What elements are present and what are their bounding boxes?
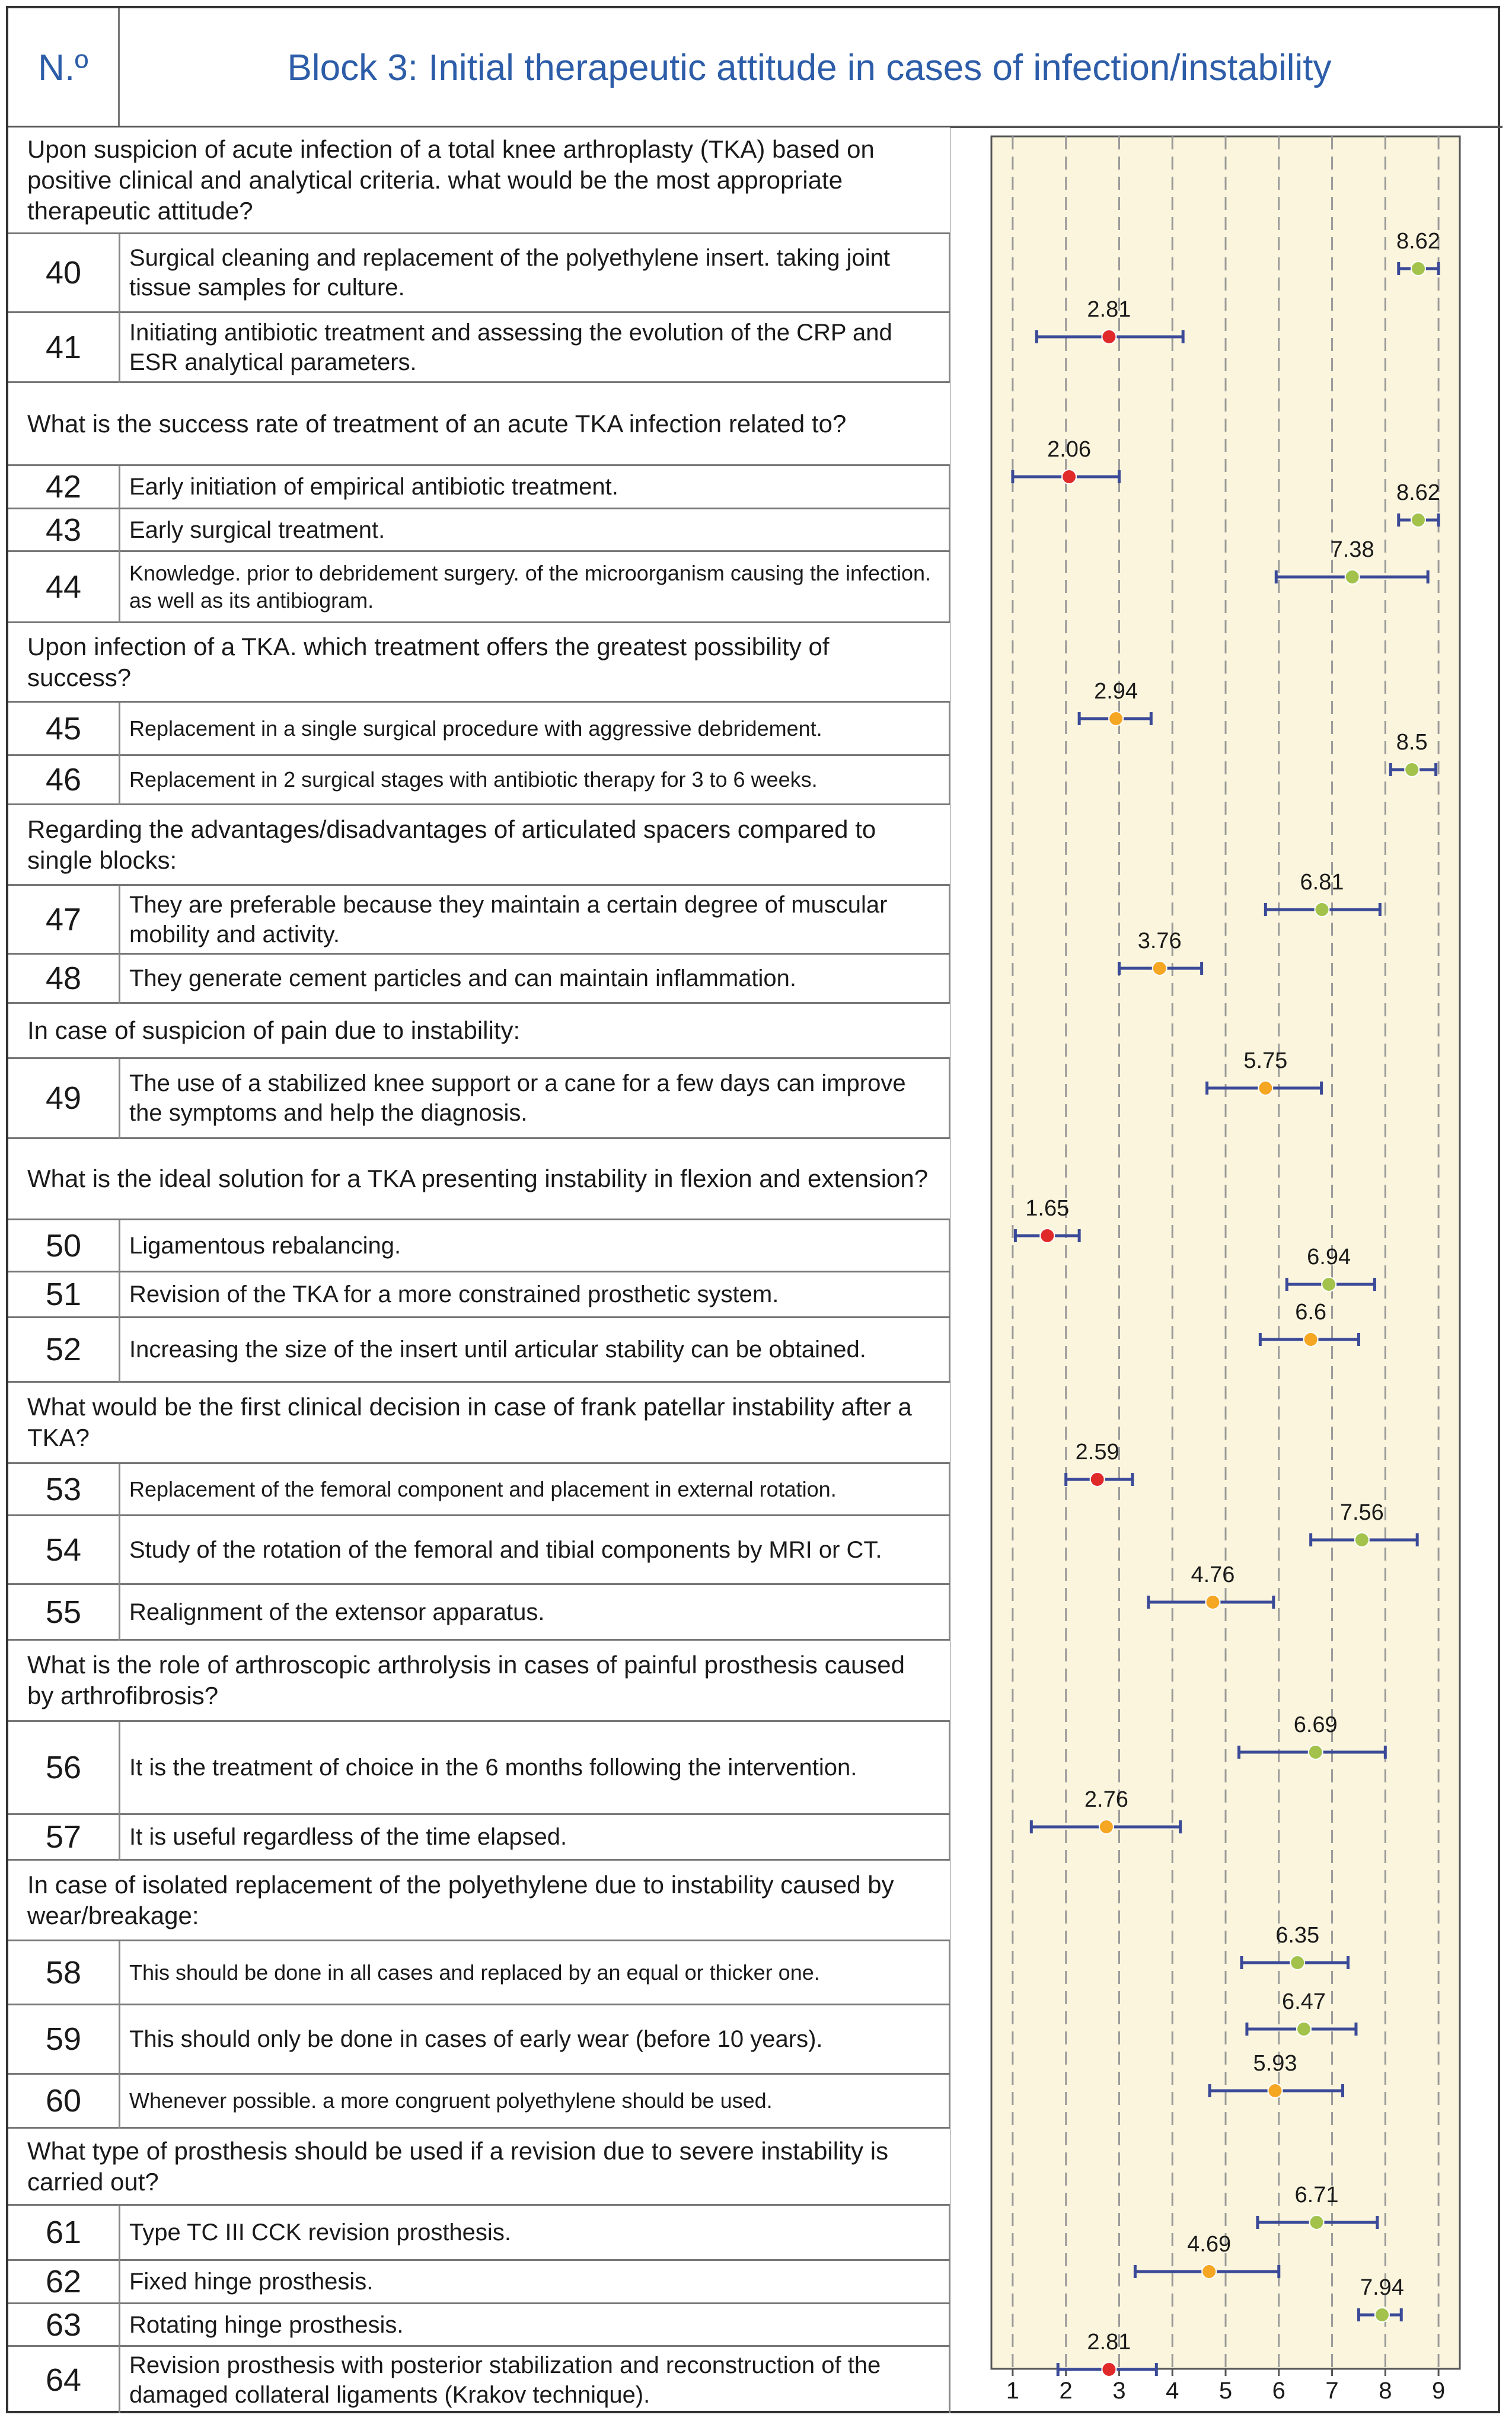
item-text: It is useful regardless of the time elapsed. [129,1824,567,1850]
mean-point [1411,513,1425,527]
item-number: 41 [45,329,82,365]
value-label: 8.62 [1396,480,1440,505]
mean-point [1375,2308,1389,2322]
item-number: 50 [45,1227,82,1264]
value-label: 8.5 [1396,730,1428,755]
item-text: This should only be done in cases of early wear (before 10 years). [129,2026,823,2052]
item-row [8,234,950,313]
value-label: 8.62 [1396,229,1440,254]
block-title: Block 3: Initial therapeutic attitude in cases of infection/instability [287,47,1332,88]
mean-point [1309,1745,1323,1759]
item-number: 42 [45,469,82,505]
mean-point [1062,470,1076,484]
item-row [8,2005,950,2075]
item-row [8,1059,950,1139]
item-row [8,2347,950,2413]
item-number: 48 [45,961,82,996]
mean-point [1345,570,1360,584]
item-row [8,2261,950,2304]
item-text: Replacement in 2 surgical stages with antibiotic therapy for 3 to 6 weeks. [129,767,818,792]
value-label: 6.94 [1307,1245,1351,1269]
mean-point [1268,2084,1282,2098]
item-number: 47 [45,901,82,937]
item-text: Replacement in a single surgical procedure with aggressive debridement. [129,716,822,741]
item-number: 60 [45,2083,82,2119]
item-text: Replacement of the femoral component and placement in external rotation. [129,1476,837,1501]
item-text: Ligamentous rebalancing. [129,1232,401,1259]
question-table [8,127,950,2413]
mean-point [1109,712,1123,726]
mean-point [1297,2022,1311,2036]
item-number: 44 [45,569,82,605]
question-text: Upon infection of a TKA. which treatment offers the greatest possibility of success? [27,632,830,691]
item-row [8,2075,950,2129]
item-text: Increasing the size of the insert until articular stability can be obtained. [129,1337,866,1363]
value-label: 6.81 [1300,870,1344,895]
item-row [8,1464,950,1516]
x-tick-label: 7 [1325,2378,1339,2404]
x-tick-label: 4 [1166,2378,1179,2404]
item-row [8,1220,950,1272]
item-row [8,2206,950,2261]
item-number: 61 [45,2215,82,2250]
x-tick-label: 2 [1059,2378,1073,2404]
mean-point [1205,1595,1220,1609]
question-text: In case of isolated replacement of the polyethylene due to instability caused by wear/breakage: [27,1870,894,1929]
score-chart-svg [950,127,1500,2413]
value-label: 4.69 [1187,2232,1232,2257]
item-row [8,313,950,383]
question-text: Upon suspicion of acute infection of a total knee arthroplasty (TKA) based on positive clinical and analytical criteria. what would be the most appropriate therapeutic attitude? [27,135,875,225]
item-number: 49 [45,1080,82,1116]
question-text: What is the ideal solution for a TKA presenting instability in flexion and extension? [27,1165,929,1192]
x-tick-label: 8 [1379,2378,1392,2404]
item-row [8,1941,950,2005]
item-row [8,466,950,509]
x-tick-label: 6 [1272,2378,1285,2404]
item-text: They generate cement particles and can maintain inflammation. [129,965,797,991]
item-text: The use of a stabilized knee support or a cane for a few days can improve the symptoms and help the diagnosis. [129,1070,906,1126]
question-row [8,805,950,886]
value-label: 6.71 [1294,2183,1339,2208]
item-row [8,1722,950,1815]
item-row [8,756,950,805]
mean-point [1405,763,1419,777]
question-row [8,2129,950,2206]
item-text: Early initiation of empirical antibiotic treatment. [129,474,618,500]
score-chart [950,127,1500,2413]
value-label: 6.35 [1275,1923,1320,1948]
question-row [8,1139,950,1220]
value-label: 2.81 [1087,297,1131,322]
mean-point [1040,1229,1054,1243]
value-label: 2.76 [1084,1787,1128,1812]
item-row [8,509,950,552]
value-label: 2.81 [1087,2330,1131,2355]
item-text: Revision prosthesis with posterior stabilization and reconstruction of the damaged collateral ligaments (Krakov technique). [129,2352,881,2408]
item-number: 51 [45,1277,82,1312]
item-number: 63 [45,2307,82,2343]
mean-point [1153,961,1167,975]
value-label: 3.76 [1137,929,1182,953]
x-tick-label: 5 [1218,2378,1233,2404]
item-number: 53 [45,1471,82,1507]
mean-point [1290,1956,1304,1970]
mean-point [1322,1277,1336,1291]
item-row [8,552,950,623]
item-number: 54 [45,1532,82,1568]
item-number: 59 [45,2021,82,2057]
item-number: 64 [45,2362,82,2398]
item-row [8,703,950,756]
item-number: 43 [45,512,82,548]
item-row [8,1272,950,1318]
number-column-divider [119,127,120,2413]
item-text: Study of the rotation of the femoral and tibial components by MRI or CT. [129,1536,882,1563]
item-row [8,1815,950,1861]
item-row [8,2304,950,2347]
question-text: Regarding the advantages/disadvantages of articulated spacers compared to single blocks: [27,815,876,874]
item-number: 45 [45,710,82,747]
x-tick-label: 1 [1006,2378,1020,2404]
item-number: 57 [45,1819,82,1855]
value-label: 7.94 [1360,2275,1404,2300]
item-text: Realignment of the extensor apparatus. [129,1599,545,1625]
item-number: 46 [45,762,82,798]
value-label: 5.75 [1243,1048,1288,1073]
item-number: 40 [45,255,82,291]
value-label: 5.93 [1253,2051,1297,2076]
item-text: Revision of the TKA for a more constrained prosthetic system. [129,1281,779,1307]
item-row [8,955,950,1004]
item-text: Early surgical treatment. [129,516,385,543]
mean-point [1102,330,1116,344]
question-row [8,1641,950,1722]
value-label: 7.56 [1339,1500,1384,1525]
value-label: 2.59 [1075,1440,1119,1465]
question-text: What is the success rate of treatment of an acute TKA infection related to? [27,409,847,438]
item-text: Knowledge. prior to debridement surgery. of the microorganism causing the infection. as well as its antibiogram. [129,560,932,613]
value-label: 7.38 [1330,537,1374,562]
item-number: 55 [45,1594,82,1630]
question-text: What is the role of arthroscopic arthrolysis in cases of painful prosthesis caused by arthrofibrosis? [27,1651,905,1709]
item-text: Rotating hinge prosthesis. [129,2311,404,2338]
mean-point [1355,1533,1369,1547]
mean-point [1099,1820,1114,1834]
value-label: 6.6 [1295,1300,1327,1325]
question-row [8,1383,950,1464]
item-text: This should be done in all cases and replaced by an equal or thicker one. [129,1960,820,1985]
item-text: Whenever possible. a more congruent polyethylene should be used. [129,2088,773,2113]
item-number: 52 [45,1332,82,1367]
item-row [8,1585,950,1641]
mean-point [1090,1472,1105,1487]
question-row [8,1861,950,1941]
value-label: 2.94 [1094,679,1138,704]
mean-point [1202,2264,1216,2279]
item-row [8,886,950,955]
x-tick-label: 3 [1112,2378,1126,2404]
value-label: 6.69 [1293,1712,1338,1737]
item-text: Fixed hinge prosthesis. [129,2269,374,2295]
mean-point [1411,261,1425,276]
item-number: 58 [45,1954,82,1991]
item-text: Initiating antibiotic treatment and assessing the evolution of the CRP and ESR analytical parameters. [129,319,892,375]
mean-point [1102,2362,1116,2377]
item-text: Type TC III CCK revision prosthesis. [129,2219,511,2245]
value-label: 1.65 [1025,1196,1070,1221]
question-row [8,127,950,234]
number-column-header: N.º [8,8,120,127]
item-text: Surgical cleaning and replacement of the polyethylene insert. taking joint tissue samples for culture. [129,245,891,301]
question-row [8,1004,950,1059]
mean-point [1258,1081,1272,1095]
item-number: 62 [45,2264,82,2299]
value-label: 2.06 [1047,437,1092,462]
mean-point [1304,1332,1318,1347]
question-text: What would be the first clinical decision in case of frank patellar instability after a TKA? [27,1393,912,1452]
x-tick-label: 9 [1431,2378,1446,2404]
mean-point [1315,902,1329,917]
item-row [8,1516,950,1585]
item-text: It is the treatment of choice in the 6 months following the intervention. [129,1755,857,1781]
question-row [8,623,950,703]
question-row [8,383,950,466]
value-label: 6.47 [1281,1989,1326,2014]
question-text: In case of suspicion of pain due to instability: [27,1016,521,1044]
item-number: 56 [45,1750,82,1785]
item-text: They are preferable because they maintain a certain degree of muscular mobility and activity. [129,891,888,948]
mean-point [1310,2215,1324,2229]
question-text: What type of prosthesis should be used if a revision due to severe instability is carried out? [27,2136,889,2196]
value-label: 4.76 [1191,1562,1235,1587]
item-row [8,1318,950,1383]
